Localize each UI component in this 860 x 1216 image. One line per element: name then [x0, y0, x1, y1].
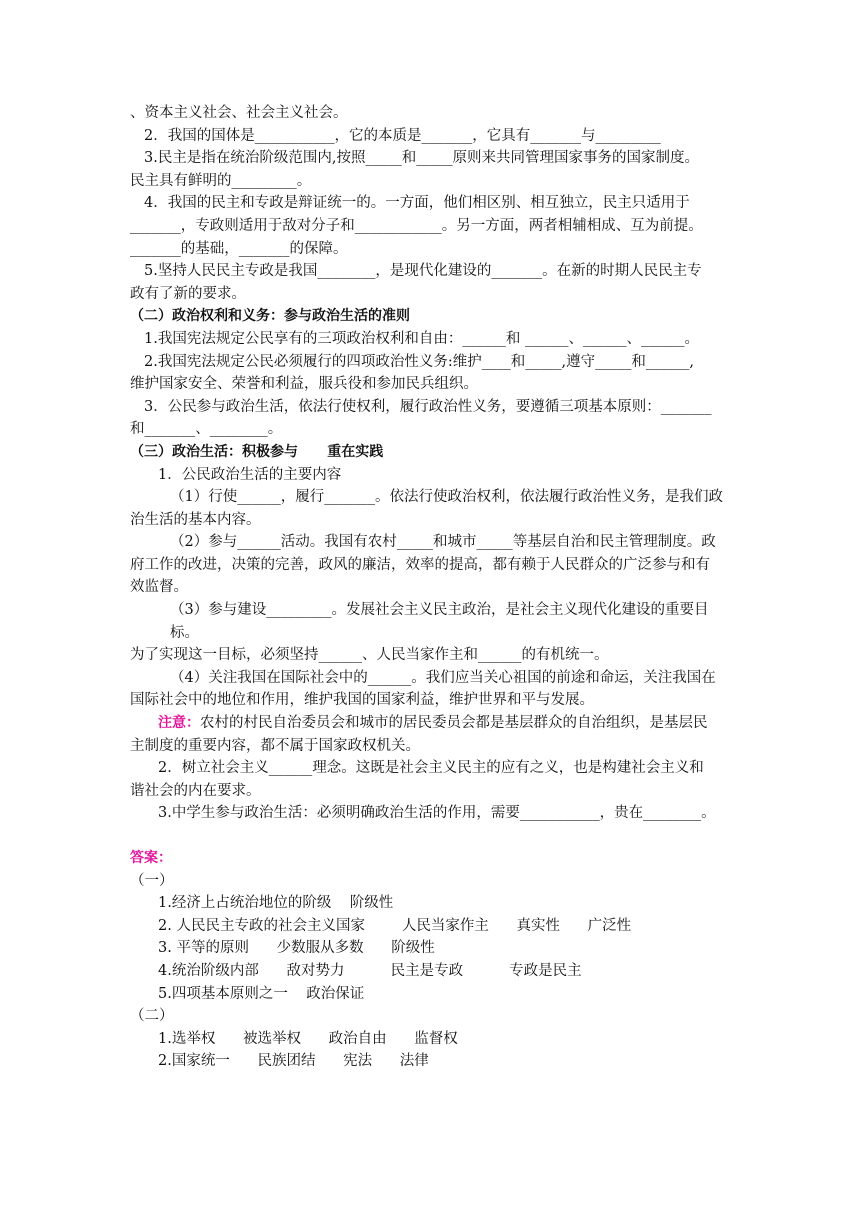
question-4-cont: _______的基础，_______的保障。 — [130, 240, 348, 257]
question-2: 2．我国的国体是___________，它的本质是_______，它具有_______与_________ — [144, 127, 661, 144]
question-1: 1.我国宪法规定公民享有的三项政治权利和自由：______和 ______、______、______。 — [144, 330, 699, 347]
note — [130, 712, 730, 735]
question-2-cont: 维护国家安全、荣誉和利益，服兵役和参加民兵组织。 — [130, 376, 478, 393]
section-2 — [130, 305, 730, 441]
answers-title: 答案： — [130, 850, 172, 866]
question-4-cont: _______，专政则适用于敌对分子和____________。另一方面，两者相辅相成、互为前提。 — [130, 217, 703, 234]
answer-group-label: （二） — [130, 1008, 174, 1025]
question-5: 5.坚持人民民主专政是我国________，是现代化建设的_______。在新的时期人民民主专 — [144, 263, 702, 280]
section-1 — [130, 102, 730, 305]
answer-item: 2.国家统一 民族团结 宪法 法律 — [158, 1053, 429, 1070]
answer-item: 4.统治阶级内部 敌对势力 民主是专政 专政是民主 — [158, 962, 582, 979]
item-1: （1）行使______，履行_______。依法行使政治权利，依法履行政治性义务，是我们政 — [170, 489, 723, 506]
item-3-cont: 为了实现这一目标，必须坚持______、人民当家作主和______的有机统一。 — [130, 647, 609, 664]
answers-section — [130, 847, 730, 1073]
item-2-cont: 府工作的改进，决策的完善，政风的廉洁，效率的提高，都有赖于人民群众的广泛参与和有 — [130, 556, 710, 573]
section-heading: （二）政治权利和义务：参与政治生活的准则 — [130, 308, 410, 325]
question-3: 3.中学生参与政治生活：必须明确政治生活的作用，需要___________，贵在________。 — [158, 805, 716, 822]
answer-item: 1.选举权 被选举权 政治自由 监督权 — [158, 1030, 458, 1047]
item-3: （3）参与建设_________。发展社会主义民主政治，是社会主义现代化建设的重要目标。 — [170, 602, 709, 641]
question-3-cont: 和_______、________。 — [130, 421, 283, 438]
note-cont: 主制度的重要内容，都不属于国家政权机关。 — [130, 737, 420, 754]
text-line: 、资本主义社会、社会主义社会。 — [130, 105, 348, 121]
question-5-cont: 政有了新的要求。 — [130, 285, 246, 302]
item-4-cont: 国际社会中的地位和作用，维护我国的国家利益，维护世界和平与发展。 — [130, 692, 594, 709]
item-2-cont: 效监督。 — [130, 579, 188, 596]
answer-item: 2. 人民民主专政的社会主义国家 人民当家作主 真实性 广泛性 — [158, 917, 632, 934]
note-text: 农村的村民自治委员会和城市的居民委员会都是基层群众的自治组织，是基层民 — [200, 715, 708, 732]
answer-group-label: （一） — [130, 872, 174, 889]
section-heading: （三）政治生活：积极参与 重在实践 — [130, 443, 384, 460]
question-1: 1．公民政治生活的主要内容 — [158, 466, 342, 483]
answer-item: 3. 平等的原则 少数服从多数 阶级性 — [158, 940, 435, 957]
question-3: 3．公民参与政治生活，依法行使权利，履行政治性义务，要遵循三项基本原则：_______ — [144, 398, 712, 415]
spacer — [130, 825, 730, 847]
note-label: 注意： — [158, 715, 200, 732]
question-4: 4．我国的民主和专政是辩证统一的。一方面，他们相区别、相互独立，民主只适用于 — [144, 195, 690, 212]
answer-item: 1.经济上占统治地位的阶级 阶级性 — [158, 895, 394, 912]
question-3: 3.民主是指在统治阶级范围内,按照_____和_____原则来共同管理国家事务的国家制度。 — [144, 150, 699, 167]
item-1-cont: 治生活的基本内容。 — [130, 511, 261, 528]
question-2: 2.我国宪法规定公民必须履行的四项政治性义务:维护____和_____,遵守_____和______, — [144, 353, 694, 370]
item-2: （2）参与______活动。我国有农村_____和城市_____等基层自治和民主管理制度。政 — [170, 534, 716, 551]
question-3-cont: 民主具有鲜明的_________。 — [130, 172, 312, 189]
question-2-cont: 谐社会的内在要求。 — [130, 782, 261, 799]
section-3 — [130, 441, 730, 825]
answer-item: 5.四项基本原则之一 政治保证 — [158, 985, 365, 1002]
question-2: 2．树立社会主义______理念。这既是社会主义民主的应有之义，也是构建社会主义和 — [158, 760, 704, 777]
item-4: （4）关注我国在国际社会中的______。我们应当关心祖国的前途和命运，关注我国在 — [170, 669, 716, 686]
